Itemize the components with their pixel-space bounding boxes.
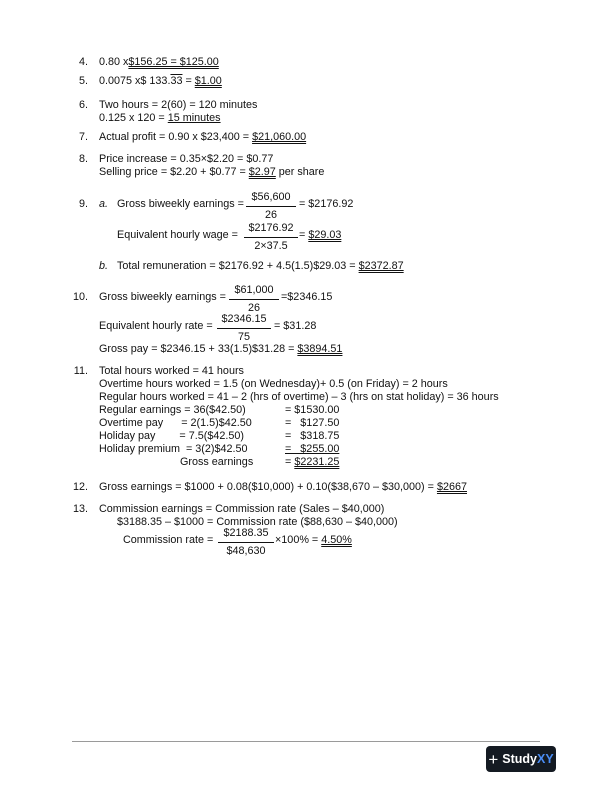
- item-5-answer: $1.00: [194, 75, 222, 87]
- item-10-line-3: [99, 343, 342, 356]
- item-4-number: 4.: [78, 56, 88, 68]
- item-8-answer: $2.97: [248, 166, 276, 178]
- item-13-fraction-numerator: $2188.35: [218, 527, 274, 543]
- item-9a-fraction-2: [244, 222, 298, 253]
- item-9b-label: b.: [99, 260, 109, 272]
- item-11-row-value: [285, 443, 339, 456]
- item-9b-answer: $2372.87: [358, 260, 404, 272]
- item-12-text: [99, 481, 467, 494]
- item-10-fraction-1-numerator: $61,000: [229, 284, 279, 300]
- item-8-line-2-pre: Selling price = $2.20 + $0.77 =: [99, 166, 249, 178]
- item-10-number: 10.: [72, 291, 88, 303]
- item-10-line-2-post: = $31.28: [274, 320, 317, 332]
- item-11-line-2: Overtime hours worked = 1.5 (on Wednesday)+ 0.5 (on Friday) = 2 hours: [99, 378, 448, 390]
- item-10-fraction-2-denominator: 75: [237, 331, 250, 343]
- item-6-answer: 15 minutes: [167, 112, 221, 124]
- item-6-line-2: [99, 112, 221, 125]
- footer-divider: [72, 741, 540, 742]
- item-10-answer: $3894.51: [297, 343, 343, 355]
- item-10-line-2-pre: Equivalent hourly rate =: [99, 320, 213, 332]
- item-10-line-3-pre: Gross pay = $2346.15 + 33(1.5)$31.28 =: [99, 343, 298, 355]
- item-8-number: 8.: [78, 153, 88, 165]
- item-11-row-label: Holiday pay = 7.5($42.50): [99, 430, 244, 442]
- item-13-line-3-pre: Commission rate =: [123, 534, 214, 546]
- item-9a-fraction-1-denominator: 26: [264, 209, 277, 221]
- item-5-number: 5.: [78, 75, 88, 87]
- item-10-line-1-post: =$2346.15: [281, 291, 333, 303]
- item-8-line-1: Price increase = 0.35×$2.20 = $0.77: [99, 153, 274, 165]
- item-13-line-1: Commission earnings = Commission rate (Sales – $40,000): [99, 503, 385, 515]
- item-13-answer: 4.50%: [321, 534, 352, 546]
- item-8-line-2: [99, 166, 324, 179]
- logo-suffix: XY: [536, 752, 554, 766]
- item-5-mid: =: [182, 75, 195, 87]
- item-9a-answer: $29.03: [308, 229, 342, 241]
- item-4-text: [99, 56, 219, 69]
- plus-icon: +: [488, 749, 499, 769]
- item-9a-fraction-1: [246, 191, 296, 222]
- item-9a-fraction-1-numerator: $56,600: [246, 191, 296, 207]
- item-7-text: [99, 131, 306, 144]
- item-11-total-value: $2231.25: [294, 456, 340, 468]
- item-13-number: 13.: [72, 503, 88, 515]
- item-11-row-label: Overtime pay = 2(1.5)$42.50: [99, 417, 252, 429]
- item-9b-text: [117, 260, 404, 273]
- item-13-fraction-denominator: $48,630: [226, 545, 266, 557]
- item-11-line-3: Regular hours worked = 41 – 2 (hrs of overtime) – 3 (hrs on stat holiday) = 36 hours: [99, 391, 499, 403]
- item-4-answer: $156.25 = $125.00: [128, 56, 219, 68]
- item-10-fraction-2-numerator: $2346.15: [217, 313, 271, 329]
- item-10-line-1-pre: Gross biweekly earnings =: [99, 291, 226, 303]
- item-11-row-label: Regular earnings = 36($42.50): [99, 404, 246, 416]
- logo-word: Study: [502, 752, 537, 766]
- item-4-pre: 0.80 x: [99, 56, 129, 68]
- item-11-row-value: = $318.75: [285, 430, 340, 442]
- item-6-line-1: Two hours = 2(60) = 120 minutes: [99, 99, 258, 111]
- item-13-fraction: [218, 527, 274, 558]
- item-9-number: 9.: [78, 198, 88, 210]
- item-6-line-2-pre: 0.125 x 120 =: [99, 112, 168, 124]
- item-11-number: 11.: [73, 365, 88, 377]
- item-7-answer: $21,060.00: [252, 131, 307, 143]
- item-7-number: 7.: [78, 131, 88, 143]
- item-11-line-1: Total hours worked = 41 hours: [99, 365, 244, 377]
- item-9b-pre: Total remuneration = $2176.92 + 4.5(1.5)$29.03 =: [117, 260, 359, 272]
- item-9a-line-2-pre: Equivalent hourly wage =: [117, 229, 238, 241]
- logo-text: [502, 752, 553, 766]
- item-11-row-value: = $1530.00: [285, 404, 340, 416]
- item-9a-line-1-post: = $2176.92: [299, 198, 354, 210]
- item-13-line-2: $3188.35 – $1000 = Commission rate ($88,630 – $40,000): [117, 516, 398, 528]
- item-11-row-value-underlined: = $255.00: [285, 443, 340, 455]
- item-12-answer: $2667: [436, 481, 467, 493]
- item-10-fraction-1: [229, 284, 279, 315]
- item-10-fraction-1-denominator: 26: [247, 302, 260, 314]
- item-5-pre: 0.0075 x$ 133.: [99, 75, 171, 87]
- item-9a-line-2-post: [299, 229, 341, 242]
- item-9a-fraction-2-denominator: 2×37.5: [254, 240, 288, 252]
- item-13-line-3-post: [275, 534, 352, 547]
- item-12-pre: Gross earnings = $1000 + 0.08($10,000) + 0.10($38,670 – $30,000) =: [99, 481, 437, 493]
- item-11-total: = $2231.25: [285, 456, 340, 468]
- item-11-row-value: = $127.50: [285, 417, 340, 429]
- item-6-number: 6.: [78, 99, 88, 111]
- studyxy-logo[interactable]: [486, 746, 556, 772]
- item-8-line-2-post: per share: [275, 166, 325, 178]
- item-11-row-label: Holiday premium = 3(2)$42.50: [99, 443, 248, 455]
- item-10-fraction-2: [217, 313, 271, 344]
- item-9a-label: a.: [99, 198, 109, 210]
- item-9a-line-1-pre: Gross biweekly earnings =: [117, 198, 244, 210]
- item-5-repeating: 33: [170, 75, 183, 87]
- item-12-number: 12.: [72, 481, 88, 493]
- item-9a-fraction-2-numerator: $2176.92: [244, 222, 298, 238]
- item-13-line-3-mid: ×100% =: [275, 534, 322, 546]
- item-9a-line-2-mid: =: [299, 229, 309, 241]
- item-5-text: [99, 75, 222, 88]
- item-7-pre: Actual profit = 0.90 x $23,400 =: [99, 131, 253, 143]
- item-11-total-label: Gross earnings: [180, 456, 254, 468]
